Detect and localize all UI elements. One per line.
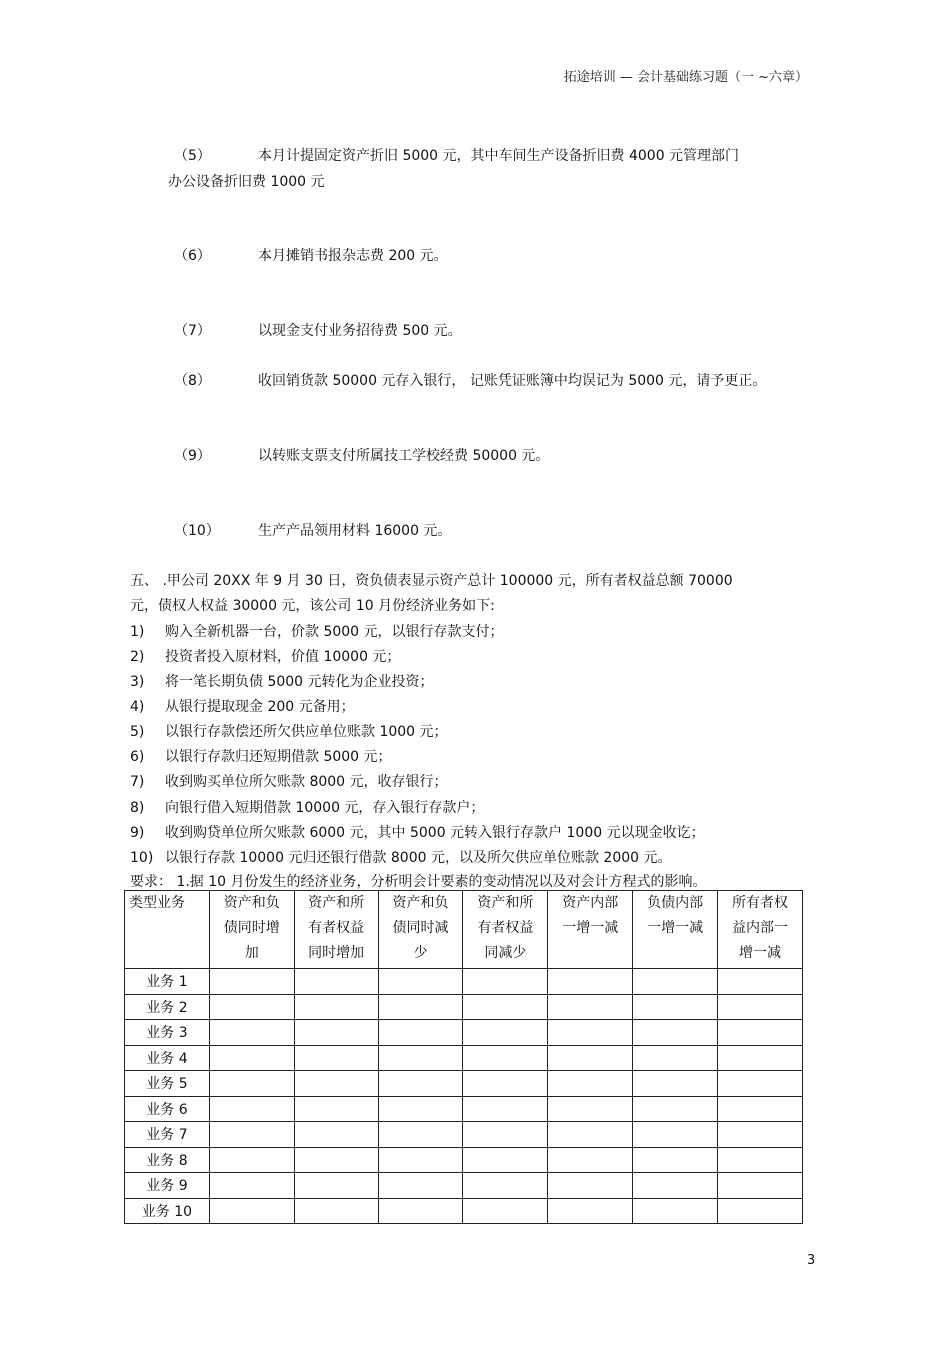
table-cell[interactable] [718,1071,803,1097]
row-label: 业务 9 [125,1173,210,1199]
table-cell[interactable] [378,969,463,995]
transaction-number: 6) [130,749,145,765]
item-text: 本月摊销书报杂志费 200 元。 [258,248,448,264]
table-cell[interactable] [633,1020,718,1046]
table-cell[interactable] [294,994,378,1020]
item-6 [174,245,448,265]
table-cell[interactable] [209,1147,294,1173]
row-label: 业务 8 [125,1147,210,1173]
table-cell[interactable] [548,994,633,1020]
analysis-table [124,890,803,1224]
table-cell[interactable] [209,969,294,995]
table-cell[interactable] [548,1147,633,1173]
item-text: 以现金支付业务招待费 500 元。 [258,323,462,339]
table-cell[interactable] [633,1096,718,1122]
table-cell[interactable] [463,969,548,995]
item-text: 以转账支票支付所属技工学校经费 50000 元。 [258,448,550,464]
table-cell[interactable] [463,1122,548,1148]
row-label: 业务 6 [125,1096,210,1122]
transaction-text: 以银行存款 10000 元归还银行借款 8000 元，以及所欠供应单位账款 2000 元。 [165,850,672,866]
requirement-text: 要求： 1.据 10 月份发生的经济业务，分析明会计要素的变动情况以及对会计方程式的影响。 [130,874,707,890]
table-cell[interactable] [294,1071,378,1097]
table-cell[interactable] [548,1173,633,1199]
transaction-text: 以银行存款归还短期借款 5000 元； [165,749,392,765]
table-row [125,1122,803,1148]
table-cell[interactable] [718,1147,803,1173]
table-cell[interactable] [718,994,803,1020]
table-cell[interactable] [633,1071,718,1097]
table-cell[interactable] [548,1020,633,1046]
page-header: 拓途培训 — 会计基础练习题（一 ~六章） [563,70,808,85]
section-5-intro-line1: 五、 .甲公司 20XX 年 9 月 30 日，资负债表显示资产总计 100000 元，所有者权益总额 70000 [130,573,733,589]
table-cell[interactable] [378,994,463,1020]
transaction-line [130,746,392,766]
table-cell[interactable] [294,1020,378,1046]
section-5-intro-line2: 元，债权人权益 30000 元，该公司 10 月份经济业务如下: [130,598,495,614]
item-8 [174,370,766,390]
table-cell[interactable] [209,1071,294,1097]
table-cell[interactable] [294,969,378,995]
item-number: （7） [174,323,211,339]
table-cell[interactable] [463,994,548,1020]
header-asset-equity-decrease: 资产和所 有者权益 同减少 [463,891,548,969]
item-10 [174,520,451,540]
transaction-text: 投资者投入原材料，价值 10000 元； [165,649,401,665]
table-cell[interactable] [633,1045,718,1071]
transaction-number: 9) [130,825,145,841]
item-5-continuation: 办公设备折旧费 1000 元 [168,174,325,190]
transaction-text: 收到购买单位所欠账款 8000 元，收存银行； [165,774,448,790]
table-cell[interactable] [378,1122,463,1148]
table-cell[interactable] [633,994,718,1020]
table-cell[interactable] [294,1198,378,1224]
table-cell[interactable] [718,1045,803,1071]
table-cell[interactable] [718,1020,803,1046]
row-label: 业务 1 [125,969,210,995]
item-number: （10） [174,523,220,539]
table-cell[interactable] [378,1071,463,1097]
table-cell[interactable] [633,969,718,995]
table-cell[interactable] [294,1122,378,1148]
transaction-line [130,671,434,691]
header-liability-internal: 负债内部 一增一减 [633,891,718,969]
table-cell[interactable] [209,1096,294,1122]
item-7 [174,320,462,340]
transaction-line [130,696,355,716]
table-cell[interactable] [633,1198,718,1224]
transaction-line [130,621,504,641]
table-row [125,1198,803,1224]
transaction-text: 从银行提取现金 200 元备用； [165,699,355,715]
table-cell[interactable] [209,1122,294,1148]
table-cell[interactable] [548,969,633,995]
header-asset-internal: 资产内部 一增一减 [548,891,633,969]
row-label: 业务 4 [125,1045,210,1071]
transaction-line [130,797,484,817]
table-cell[interactable] [378,1198,463,1224]
transaction-number: 5) [130,724,145,740]
transaction-number: 10) [130,850,154,866]
table-row [125,1071,803,1097]
table-cell[interactable] [294,1045,378,1071]
table-row [125,994,803,1020]
item-number: （8） [174,373,211,389]
table-cell[interactable] [378,1173,463,1199]
row-label: 业务 7 [125,1122,210,1148]
table-cell[interactable] [548,1096,633,1122]
item-text: 收回销货款 50000 元存入银行， 记账凭证账簿中均误记为 5000 元，请予更正。 [258,373,767,389]
table-cell[interactable] [463,1147,548,1173]
item-number: （9） [174,448,211,464]
table-row [125,1045,803,1071]
item-text: 生产产品领用材料 16000 元。 [258,523,452,539]
table-cell[interactable] [209,1198,294,1224]
table-cell[interactable] [718,1173,803,1199]
row-label: 业务 5 [125,1071,210,1097]
table-cell[interactable] [378,1020,463,1046]
header-asset-liability-decrease: 资产和负 债同时减 少 [378,891,463,969]
table-cell[interactable] [633,1173,718,1199]
table-cell[interactable] [718,1096,803,1122]
table-cell[interactable] [378,1096,463,1122]
table-cell[interactable] [463,1198,548,1224]
table-cell[interactable] [633,1147,718,1173]
table-cell[interactable] [548,1071,633,1097]
transaction-number: 1) [130,624,145,640]
table-cell[interactable] [548,1122,633,1148]
table-cell[interactable] [209,1045,294,1071]
transaction-line [130,721,448,741]
table-cell[interactable] [209,994,294,1020]
table-row [125,1147,803,1173]
table-cell[interactable] [463,1045,548,1071]
transaction-number: 2) [130,649,145,665]
table-row [125,969,803,995]
transaction-line [130,847,672,867]
transaction-line [130,646,400,666]
item-text: 本月计提固定资产折旧 5000 元，其中车间生产设备折旧费 4000 元管理部门 [258,148,740,164]
row-label: 业务 10 [125,1198,210,1224]
row-label: 业务 2 [125,994,210,1020]
table-cell[interactable] [463,1096,548,1122]
transaction-text: 收到购贷单位所欠账款 6000 元，其中 5000 元转入银行存款户 1000 元以现金收讫； [165,825,705,841]
item-number: （5） [174,148,211,164]
table-cell[interactable] [463,1173,548,1199]
table-cell[interactable] [378,1147,463,1173]
table-cell[interactable] [718,969,803,995]
table-header-row [125,891,803,969]
page-number: 3 [807,1253,816,1268]
transaction-line [130,771,448,791]
transaction-text: 购入全新机器一台，价款 5000 元，以银行存款支付； [165,624,504,640]
table-cell[interactable] [294,1096,378,1122]
table-cell[interactable] [209,1173,294,1199]
table-row [125,1173,803,1199]
table-row [125,1020,803,1046]
table-cell[interactable] [633,1122,718,1148]
item-number: （6） [174,248,211,264]
transaction-line [130,822,705,842]
transaction-text: 向银行借入短期借款 10000 元，存入银行存款户； [165,800,485,816]
item-9 [174,445,549,465]
table-cell[interactable] [294,1173,378,1199]
table-cell[interactable] [463,1020,548,1046]
transaction-number: 8) [130,800,145,816]
header-asset-equity-increase: 资产和所 有者权益 同时增加 [294,891,378,969]
table-cell[interactable] [548,1198,633,1224]
table-cell[interactable] [548,1045,633,1071]
table-row [125,1096,803,1122]
transaction-text: 将一笔长期负债 5000 元转化为企业投资； [165,674,434,690]
table-cell[interactable] [209,1020,294,1046]
transaction-number: 3) [130,674,145,690]
item-5 [174,145,739,165]
row-label: 业务 3 [125,1020,210,1046]
table-cell[interactable] [718,1198,803,1224]
transaction-text: 以银行存款偿还所欠供应单位账款 1000 元； [165,724,448,740]
header-equity-internal: 所有者权 益内部一 增一减 [718,891,803,969]
header-asset-liability-increase: 资产和负 债同时增 加 [209,891,294,969]
header-type: 类型业务 [125,891,210,969]
transaction-number: 4) [130,699,145,715]
table-cell[interactable] [718,1122,803,1148]
table-cell[interactable] [294,1147,378,1173]
transaction-number: 7) [130,774,145,790]
table-cell[interactable] [463,1071,548,1097]
table-cell[interactable] [378,1045,463,1071]
